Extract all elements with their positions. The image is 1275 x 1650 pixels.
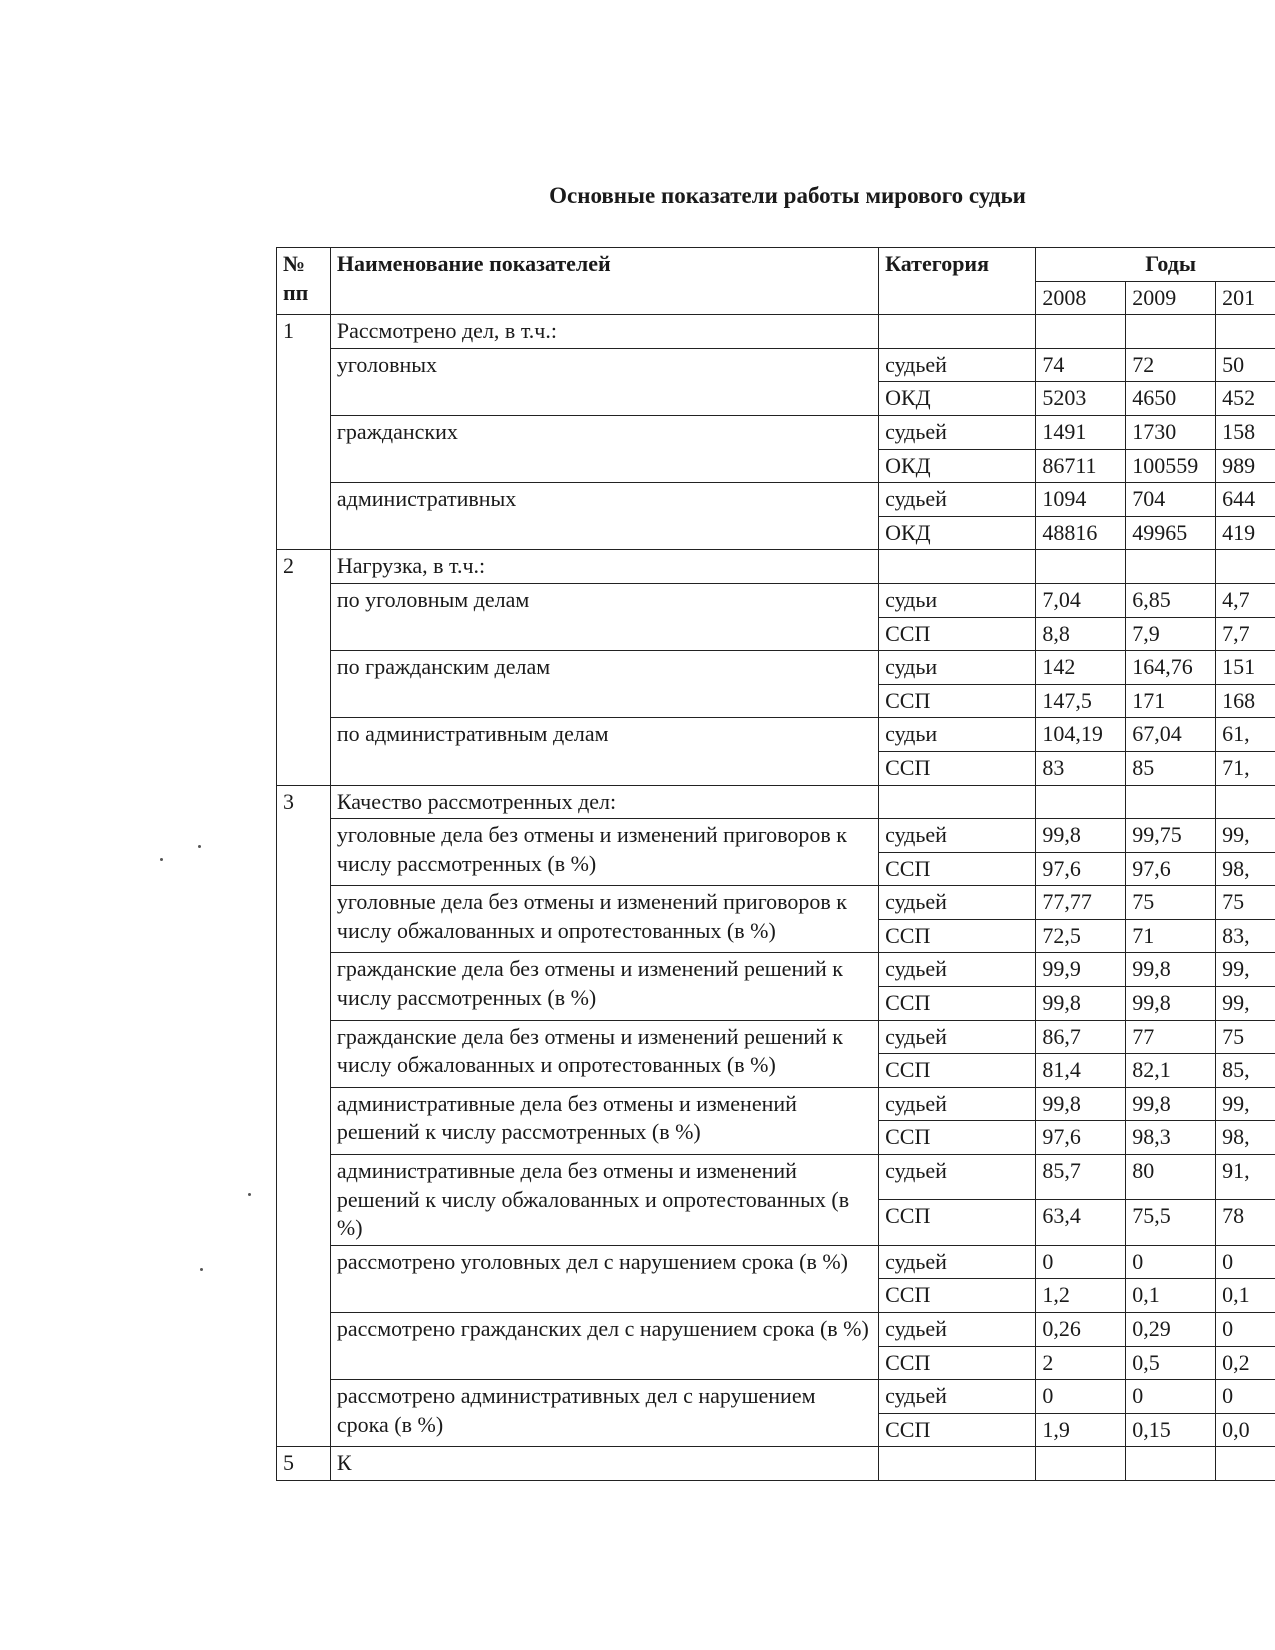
empty-cell xyxy=(879,785,1036,819)
value-cell: 72 xyxy=(1126,348,1216,382)
value-cell: 67,04 xyxy=(1126,718,1216,752)
value-cell: 75 xyxy=(1216,886,1275,920)
value-cell: 61, xyxy=(1216,718,1275,752)
value-cell: 72,5 xyxy=(1036,919,1126,953)
value-cell: 0 xyxy=(1216,1245,1275,1279)
value-cell: 91, xyxy=(1216,1155,1275,1200)
value-cell: 0 xyxy=(1216,1313,1275,1347)
value-cell: 0,26 xyxy=(1036,1313,1126,1347)
header-num: № пп xyxy=(277,248,331,315)
value-cell: 99,8 xyxy=(1036,987,1126,1021)
category-cell: судьей xyxy=(879,1313,1036,1347)
value-cell: 99,8 xyxy=(1126,1087,1216,1121)
table-row xyxy=(277,348,1275,382)
value-cell: 100559 xyxy=(1126,449,1216,483)
section-heading-row xyxy=(277,315,1275,349)
empty-cell xyxy=(1036,1447,1126,1481)
category-cell: ССП xyxy=(879,1413,1036,1447)
value-cell: 0,29 xyxy=(1126,1313,1216,1347)
cut-row xyxy=(277,1447,1275,1481)
empty-cell xyxy=(1126,550,1216,584)
category-cell: ССП xyxy=(879,1054,1036,1088)
table-viewport xyxy=(276,247,1275,1650)
indicator-label: рассмотрено административных дел с нарушением срока (в %) xyxy=(330,1380,878,1447)
empty-cell xyxy=(1216,315,1275,349)
empty-cell xyxy=(1216,550,1275,584)
scan-speck xyxy=(248,1193,251,1196)
value-cell: 4,7 xyxy=(1216,583,1275,617)
value-cell: 75 xyxy=(1126,886,1216,920)
value-cell: 99, xyxy=(1216,819,1275,853)
section-heading: Рассмотрено дел, в т.ч.: xyxy=(330,315,878,349)
value-cell: 644 xyxy=(1216,483,1275,517)
empty-cell xyxy=(1126,785,1216,819)
table-row xyxy=(277,651,1275,685)
category-cell: ССП xyxy=(879,852,1036,886)
value-cell: 168 xyxy=(1216,684,1275,718)
value-cell: 452 xyxy=(1216,382,1275,416)
table-row xyxy=(277,819,1275,853)
category-cell: судьей xyxy=(879,1087,1036,1121)
category-cell: ССП xyxy=(879,1346,1036,1380)
header-year: 2008 xyxy=(1036,281,1126,315)
indicator-label: гражданские дела без отмены и изменений решений к числу рассмотренных (в %) xyxy=(330,953,878,1020)
value-cell: 7,04 xyxy=(1036,583,1126,617)
empty-cell xyxy=(879,550,1036,584)
header-name: Наименование показателей xyxy=(330,248,878,315)
value-cell: 99, xyxy=(1216,953,1275,987)
category-cell: ССП xyxy=(879,1279,1036,1313)
category-cell: ССП xyxy=(879,1121,1036,1155)
value-cell: 1,9 xyxy=(1036,1413,1126,1447)
category-cell: судьи xyxy=(879,651,1036,685)
value-cell: 99, xyxy=(1216,1087,1275,1121)
value-cell: 0,0 xyxy=(1216,1413,1275,1447)
table-row xyxy=(277,1245,1275,1279)
category-cell: ССП xyxy=(879,919,1036,953)
value-cell: 7,9 xyxy=(1126,617,1216,651)
indicator-label: гражданских xyxy=(330,415,878,482)
table-row xyxy=(277,1155,1275,1200)
value-cell: 74 xyxy=(1036,348,1126,382)
value-cell: 1491 xyxy=(1036,415,1126,449)
empty-cell xyxy=(1126,1447,1216,1481)
value-cell: 151 xyxy=(1216,651,1275,685)
empty-cell xyxy=(1216,785,1275,819)
indicator-label: уголовные дела без отмены и изменений приговоров к числу обжалованных и опротестованных (в %) xyxy=(330,886,878,953)
value-cell: 8,8 xyxy=(1036,617,1126,651)
empty-cell xyxy=(1126,315,1216,349)
value-cell: 171 xyxy=(1126,684,1216,718)
value-cell: 75,5 xyxy=(1126,1200,1216,1245)
section-heading: Нагрузка, в т.ч.: xyxy=(330,550,878,584)
table-row xyxy=(277,1087,1275,1121)
section-heading-row xyxy=(277,785,1275,819)
value-cell: 99,8 xyxy=(1126,953,1216,987)
value-cell: 99,8 xyxy=(1036,1087,1126,1121)
page-title: Основные показатели работы мирового судьи xyxy=(549,183,1026,208)
category-cell: судьи xyxy=(879,718,1036,752)
value-cell: 0 xyxy=(1126,1245,1216,1279)
empty-cell xyxy=(1036,785,1126,819)
category-cell: судьей xyxy=(879,1020,1036,1054)
value-cell: 164,76 xyxy=(1126,651,1216,685)
indicator-label: по гражданским делам xyxy=(330,651,878,718)
value-cell: 77 xyxy=(1126,1020,1216,1054)
category-cell: судьи xyxy=(879,583,1036,617)
indicator-label: административные дела без отмены и изменений решений к числу обжалованных и опротестованных (в %) xyxy=(330,1155,878,1246)
table-body xyxy=(277,315,1275,1481)
value-cell: 99,75 xyxy=(1126,819,1216,853)
table-row xyxy=(277,718,1275,752)
value-cell: 85,7 xyxy=(1036,1155,1126,1200)
value-cell: 158 xyxy=(1216,415,1275,449)
value-cell: 98, xyxy=(1216,1121,1275,1155)
value-cell: 75 xyxy=(1216,1020,1275,1054)
value-cell: 99,8 xyxy=(1126,987,1216,1021)
header-year: 201 xyxy=(1216,281,1275,315)
value-cell: 48816 xyxy=(1036,516,1126,550)
value-cell: 85 xyxy=(1126,751,1216,785)
category-cell: судьей xyxy=(879,819,1036,853)
table-row xyxy=(277,1313,1275,1347)
value-cell: 704 xyxy=(1126,483,1216,517)
header-years: Годы xyxy=(1036,248,1275,282)
value-cell: 5203 xyxy=(1036,382,1126,416)
category-cell: судьей xyxy=(879,1380,1036,1414)
value-cell: 97,6 xyxy=(1126,852,1216,886)
category-cell: ССП xyxy=(879,987,1036,1021)
table-row xyxy=(277,1380,1275,1414)
value-cell: 49965 xyxy=(1126,516,1216,550)
value-cell: 104,19 xyxy=(1036,718,1126,752)
value-cell: 98,3 xyxy=(1126,1121,1216,1155)
value-cell: 78 xyxy=(1216,1200,1275,1245)
value-cell: 1094 xyxy=(1036,483,1126,517)
value-cell: 81,4 xyxy=(1036,1054,1126,1088)
empty-cell xyxy=(1036,550,1126,584)
section-number: 1 xyxy=(277,315,331,550)
value-cell: 0 xyxy=(1036,1245,1126,1279)
value-cell: 989 xyxy=(1216,449,1275,483)
section-number: 5 xyxy=(277,1447,331,1481)
scan-speck xyxy=(160,858,163,861)
category-cell: ССП xyxy=(879,617,1036,651)
indicator-label: гражданские дела без отмены и изменений решений к числу обжалованных и опротестованных (в %) xyxy=(330,1020,878,1087)
empty-cell xyxy=(1036,315,1126,349)
value-cell: 77,77 xyxy=(1036,886,1126,920)
table-row xyxy=(277,953,1275,987)
value-cell: 0 xyxy=(1126,1380,1216,1414)
empty-cell xyxy=(1216,1447,1275,1481)
value-cell: 0,1 xyxy=(1216,1279,1275,1313)
header-category: Категория xyxy=(879,248,1036,315)
category-cell: ОКД xyxy=(879,516,1036,550)
value-cell: 86,7 xyxy=(1036,1020,1126,1054)
table-row xyxy=(277,415,1275,449)
header-year: 2009 xyxy=(1126,281,1216,315)
category-cell: судьей xyxy=(879,886,1036,920)
indicator-label: административных xyxy=(330,483,878,550)
value-cell: 142 xyxy=(1036,651,1126,685)
table-row xyxy=(277,583,1275,617)
value-cell: 1730 xyxy=(1126,415,1216,449)
value-cell: 83, xyxy=(1216,919,1275,953)
section-heading-row xyxy=(277,550,1275,584)
value-cell: 98, xyxy=(1216,852,1275,886)
value-cell: 63,4 xyxy=(1036,1200,1126,1245)
category-cell: ССП xyxy=(879,751,1036,785)
category-cell: ОКД xyxy=(879,449,1036,483)
value-cell: 1,2 xyxy=(1036,1279,1126,1313)
indicator-label: по уголовным делам xyxy=(330,583,878,650)
table-row xyxy=(277,886,1275,920)
category-cell: ССП xyxy=(879,684,1036,718)
value-cell: 85, xyxy=(1216,1054,1275,1088)
value-cell: 0 xyxy=(1036,1380,1126,1414)
value-cell: 82,1 xyxy=(1126,1054,1216,1088)
indicators-table xyxy=(276,247,1275,1481)
value-cell: 0,2 xyxy=(1216,1346,1275,1380)
value-cell: 99,8 xyxy=(1036,819,1126,853)
indicator-label: по административным делам xyxy=(330,718,878,785)
category-cell: судьей xyxy=(879,348,1036,382)
value-cell: 99,9 xyxy=(1036,953,1126,987)
value-cell: 0 xyxy=(1216,1380,1275,1414)
value-cell: 2 xyxy=(1036,1346,1126,1380)
value-cell: 147,5 xyxy=(1036,684,1126,718)
value-cell: 0,15 xyxy=(1126,1413,1216,1447)
category-cell: судьей xyxy=(879,1155,1036,1200)
value-cell: 419 xyxy=(1216,516,1275,550)
empty-cell xyxy=(879,315,1036,349)
category-cell: ССП xyxy=(879,1200,1036,1245)
category-cell: судьей xyxy=(879,953,1036,987)
section-number: 2 xyxy=(277,550,331,785)
category-cell: судьей xyxy=(879,415,1036,449)
value-cell: 4650 xyxy=(1126,382,1216,416)
value-cell: 0,1 xyxy=(1126,1279,1216,1313)
indicator-label: рассмотрено гражданских дел с нарушением срока (в %) xyxy=(330,1313,878,1380)
section-heading: Качество рассмотренных дел: xyxy=(330,785,878,819)
value-cell: 0,5 xyxy=(1126,1346,1216,1380)
value-cell: 7,7 xyxy=(1216,617,1275,651)
scan-speck xyxy=(198,845,201,848)
category-cell: судьей xyxy=(879,1245,1036,1279)
indicator-label: уголовных xyxy=(330,348,878,415)
section-number: 3 xyxy=(277,785,331,1447)
value-cell: 71, xyxy=(1216,751,1275,785)
header-row xyxy=(277,248,1275,282)
table-row xyxy=(277,1020,1275,1054)
empty-cell xyxy=(879,1447,1036,1481)
scan-speck xyxy=(200,1268,203,1271)
indicator-label: рассмотрено уголовных дел с нарушением срока (в %) xyxy=(330,1245,878,1312)
value-cell: 83 xyxy=(1036,751,1126,785)
value-cell: 86711 xyxy=(1036,449,1126,483)
value-cell: 50 xyxy=(1216,348,1275,382)
value-cell: 71 xyxy=(1126,919,1216,953)
value-cell: 99, xyxy=(1216,987,1275,1021)
table-row xyxy=(277,483,1275,517)
indicator-label: административные дела без отмены и изменений решений к числу рассмотренных (в %) xyxy=(330,1087,878,1154)
indicator-label: уголовные дела без отмены и изменений приговоров к числу рассмотренных (в %) xyxy=(330,819,878,886)
category-cell: ОКД xyxy=(879,382,1036,416)
cut-row-text: К xyxy=(330,1447,878,1481)
category-cell: судьей xyxy=(879,483,1036,517)
value-cell: 6,85 xyxy=(1126,583,1216,617)
value-cell: 97,6 xyxy=(1036,1121,1126,1155)
value-cell: 80 xyxy=(1126,1155,1216,1200)
value-cell: 97,6 xyxy=(1036,852,1126,886)
